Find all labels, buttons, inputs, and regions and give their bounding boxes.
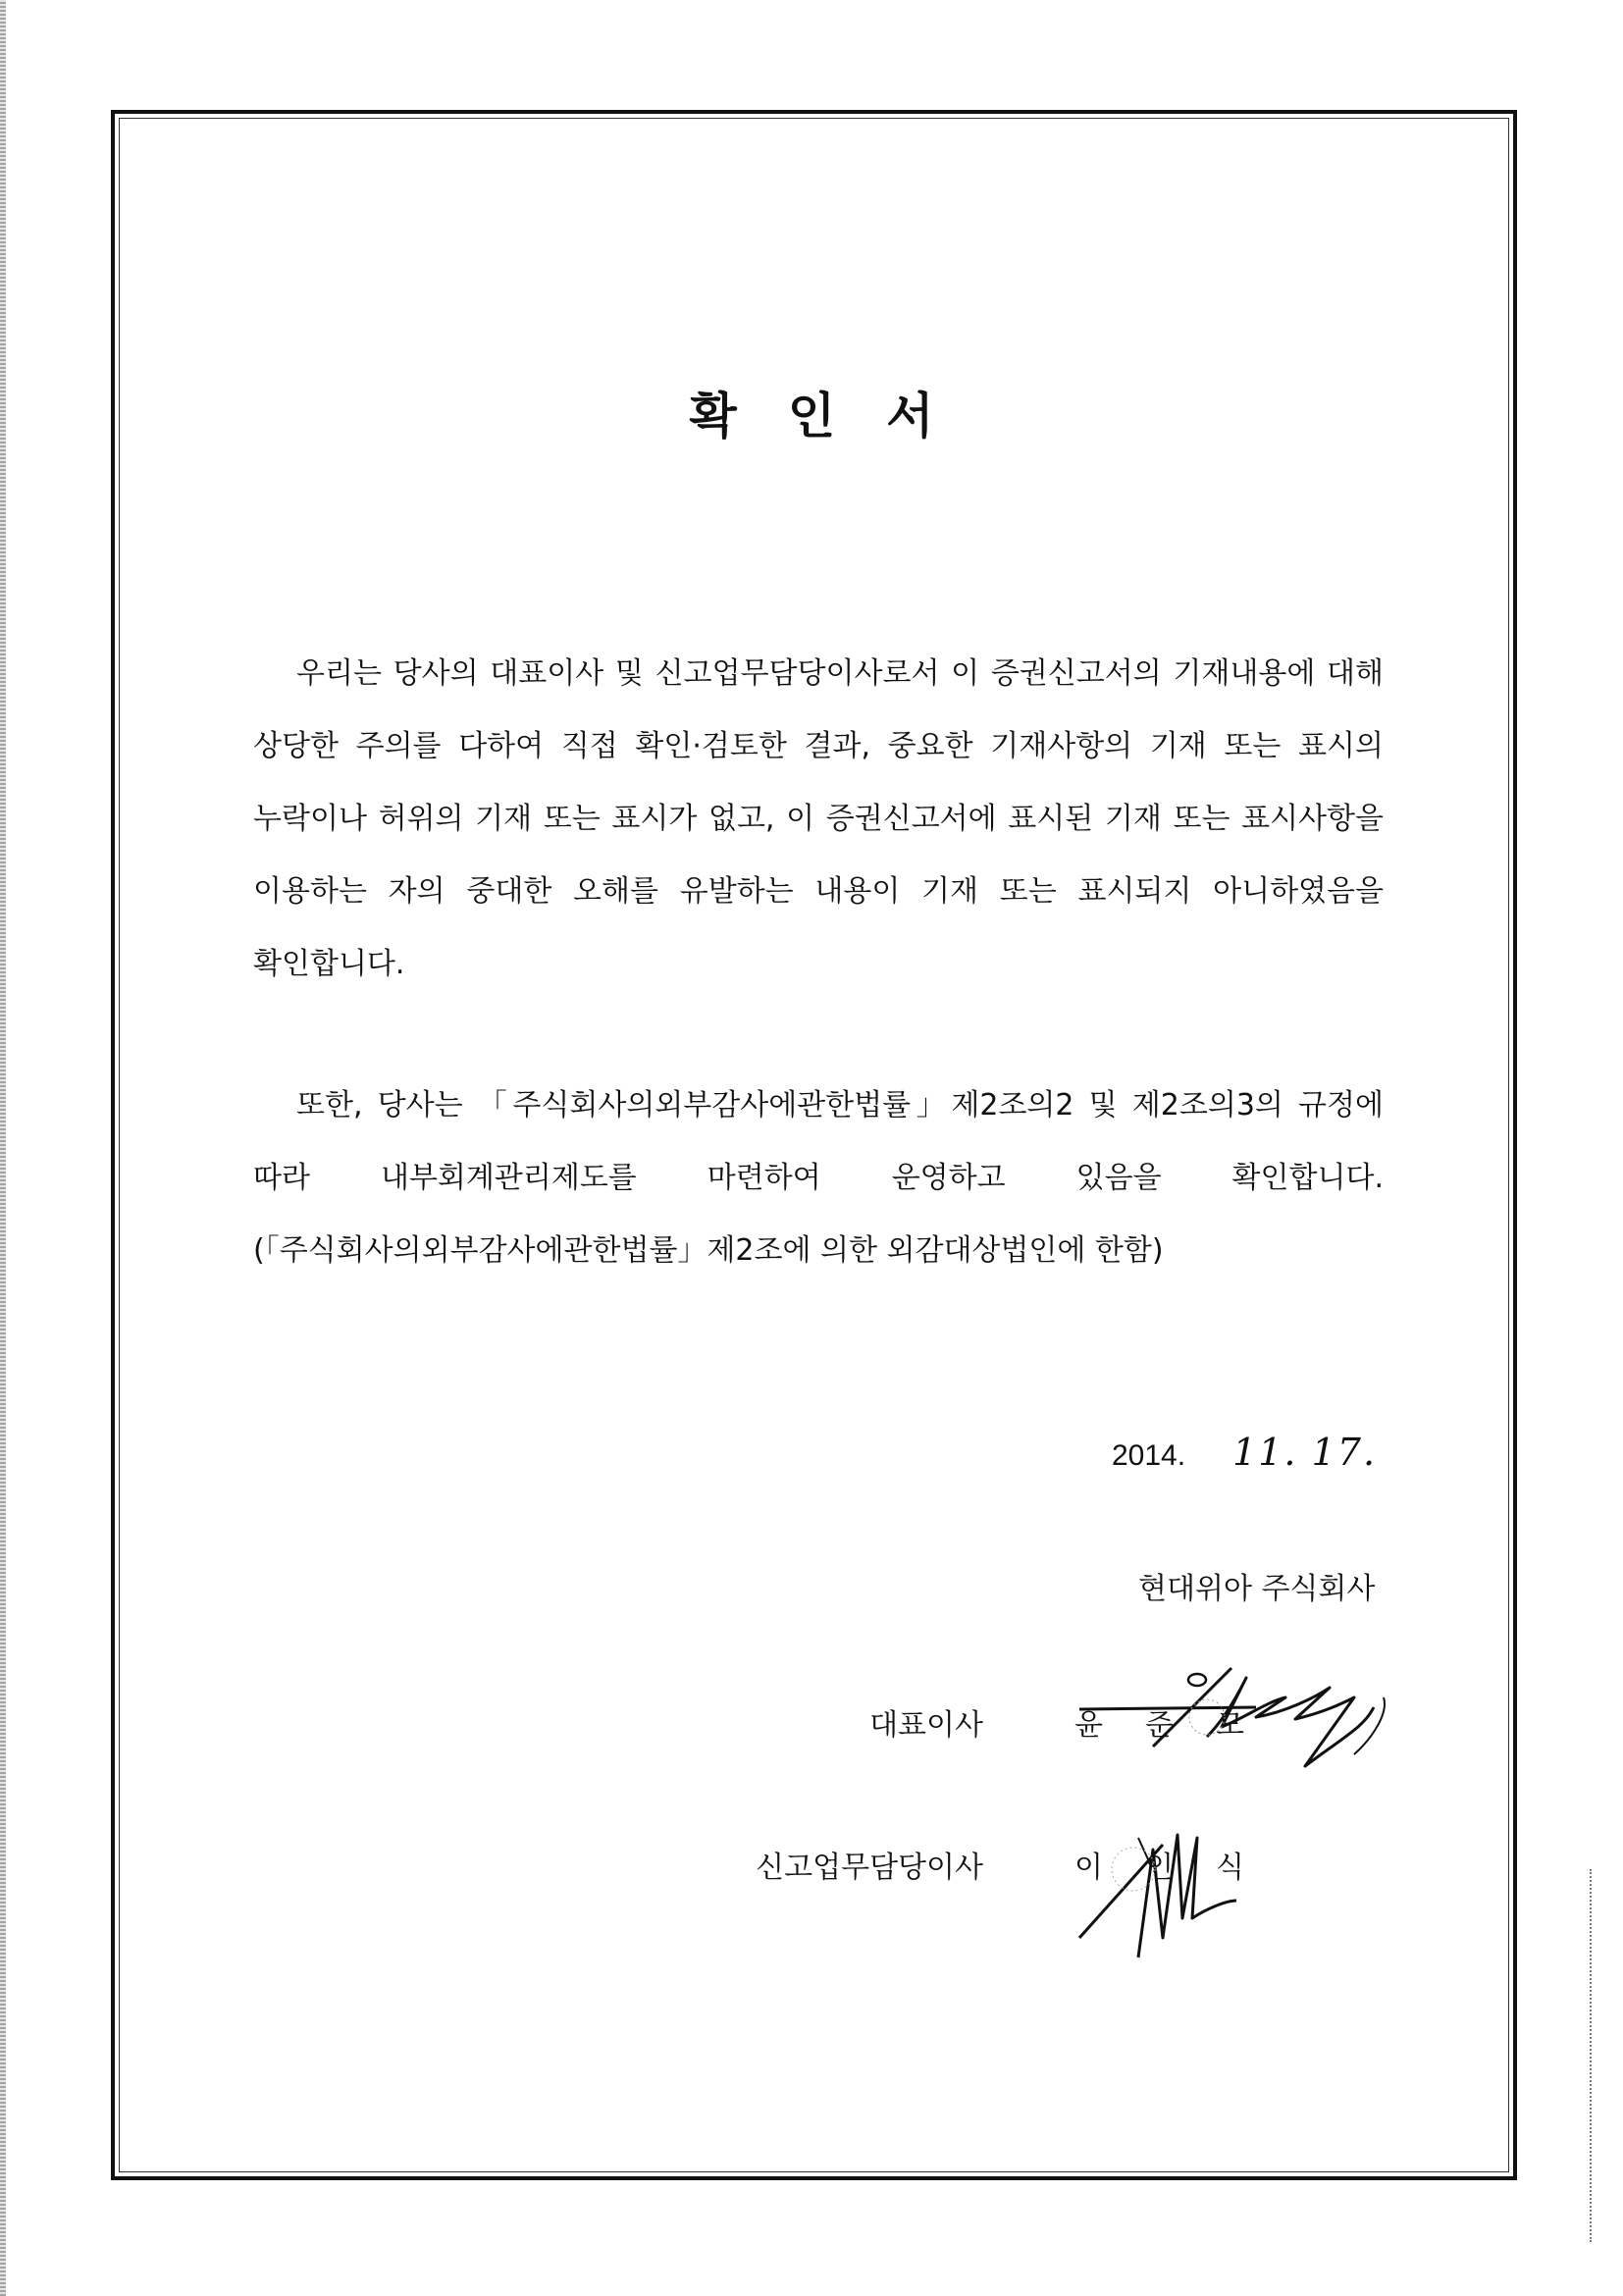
title-char: 인: [787, 388, 836, 444]
signatory-name: 이 인 식: [1074, 1851, 1244, 1885]
signature-icon: [1060, 1658, 1531, 1776]
scan-edge-right: [1590, 1869, 1592, 2242]
title-char: 확: [689, 388, 737, 444]
confirmation-paragraph: 우리는 당사의 대표이사 및 신고업무담당이사로서 이 증권신고서의 기재내용에 대해 상당한 주의를 다하여 직접 확인·검토한 결과, 중요한 기재사항의 기재 또는 표시의 누락이나 허위의 기재 또는 표시가 없고, 이 증권신고서에 표시된 기재 또는 표시사항을 이용하는 자의 중대한 오해를 유발하는 내용이 기재 또는 표시되지 아니하였음을 확인합니다.: [253, 656, 1384, 981]
internal-control-paragraph: 또한, 당사는 「주식회사의외부감사에관한법률」제2조의2 및 제2조의3의 규정에 따라 내부회계관리제도를 마련하여 운영하고 있음을 확인합니다.(「주식회사의외부감사에관한법률」제2조에 의한 외감대상법인에 한함): [253, 1088, 1384, 1268]
signature-icon: [1070, 1830, 1442, 1977]
document-date: [1112, 1431, 1377, 1474]
page-title: [0, 377, 1623, 447]
date-year: 2014.: [1112, 1439, 1186, 1472]
date-handwritten: 11. 17.: [1232, 1431, 1378, 1474]
signatory-role: 신고업무담당이사: [756, 1851, 983, 1885]
signatory-name: 윤 준 모: [1074, 1708, 1244, 1743]
signatory-role: 대표이사: [869, 1708, 983, 1743]
company-name: 현대위아 주식회사: [1138, 1572, 1376, 1606]
title-char: 서: [886, 388, 934, 444]
scan-edge-left: [0, 0, 6, 2296]
